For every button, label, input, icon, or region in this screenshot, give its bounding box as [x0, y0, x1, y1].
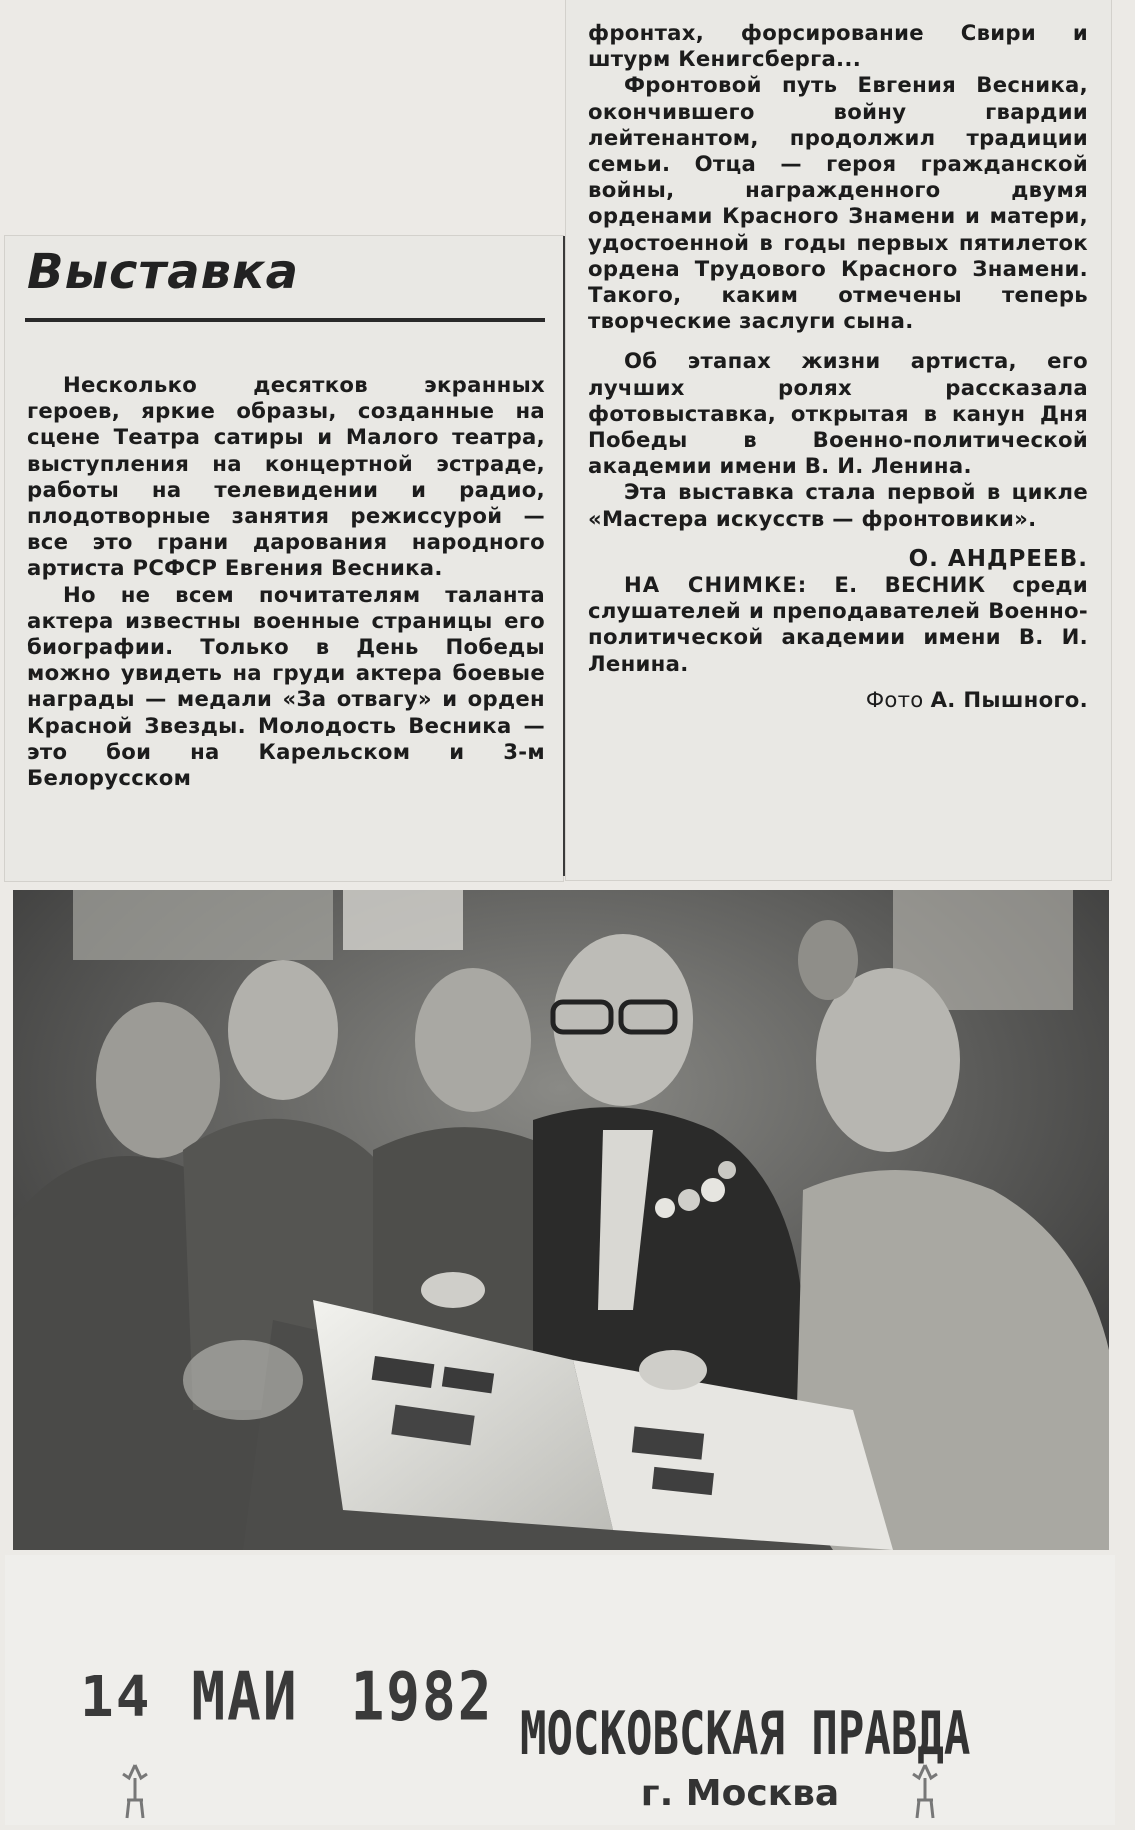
newspaper-stamp [520, 1700, 971, 1814]
title-underline [25, 318, 545, 322]
article-column-2 [588, 20, 1088, 713]
article-column-1 [27, 372, 545, 791]
column2-paragraph-2: Фронтовой путь Евгения Весника, окончившего войну гвардии лейтенантом, продолжил традиции семьи. Отца — героя гражданской войны, награжденного двумя орденами Красного Знамени и матери, удостоенной в годы первых пятилеток ордена Трудового Красного Знамени. Такого, каким отмечены теперь творческие заслуги сына. [588, 72, 1088, 334]
column2-paragraph-3: Об этапах жизни артиста, его лучших ролях рассказала фотовыставка, открытая в канун Дня Победы в Военно-политической академии имени В. И. Ленина. [588, 348, 1088, 479]
column1-paragraph-2: Но не всем почитателям таланта актера известны военные страницы его биографии. Только в День Победы можно увидеть на груди актера боевые награды — медали «За отвагу» и орден Красной Звезды. Молодость Весника — это бои на Карельском и 3-м Белорусском [27, 581, 545, 791]
date-year: 1982 [350, 1658, 494, 1737]
deer-mark-icon [115, 1760, 155, 1820]
article-left-clipping [5, 236, 563, 881]
caption-text: Е. ВЕСНИК среди слушателей и преподавателей Военно-политической академии имени В. И. Ленина. [588, 572, 1088, 676]
photo-credit-name: А. Пышного. [930, 686, 1088, 712]
photo-caption [588, 572, 1088, 677]
column-divider [563, 236, 565, 876]
date-stamp [80, 1658, 494, 1737]
caption-label: НА СНИМКЕ: [624, 572, 808, 598]
photo-credit [588, 687, 1088, 713]
article-author: О. АНДРЕЕВ. [908, 545, 1088, 572]
newspaper-name: МОСКОВСКАЯ ПРАВДА [520, 1700, 971, 1769]
column1-paragraph-1: Несколько десятков экранных героев, яркие образы, созданные на сцене Театра сатиры и Малого театра, выступления на концертной эстраде, работы на телевидении и радио, плодотворные занятия режиссурой — все это грани дарования народного артиста РСФСР Евгения Весника. [27, 372, 545, 581]
deer-mark-icon [905, 1760, 945, 1820]
column2-paragraph-1: фронтах, форсирование Свири и штурм Кенигсберга... [588, 20, 1088, 72]
article-photo [13, 890, 1109, 1550]
photo-credit-prefix: Фото [865, 686, 924, 712]
date-month: МАИ [191, 1658, 299, 1737]
photo-illustration [13, 890, 1109, 1550]
date-day: 14 [80, 1665, 152, 1730]
article-title: Выставка [27, 244, 299, 300]
article-right-clipping [566, 0, 1111, 880]
newspaper-city: г. Москва [640, 1773, 840, 1814]
column2-paragraph-4: Эта выставка стала первой в цикле «Мастера искусств — фронтовики». [588, 479, 1088, 531]
archive-stamp-area [5, 1555, 1115, 1825]
